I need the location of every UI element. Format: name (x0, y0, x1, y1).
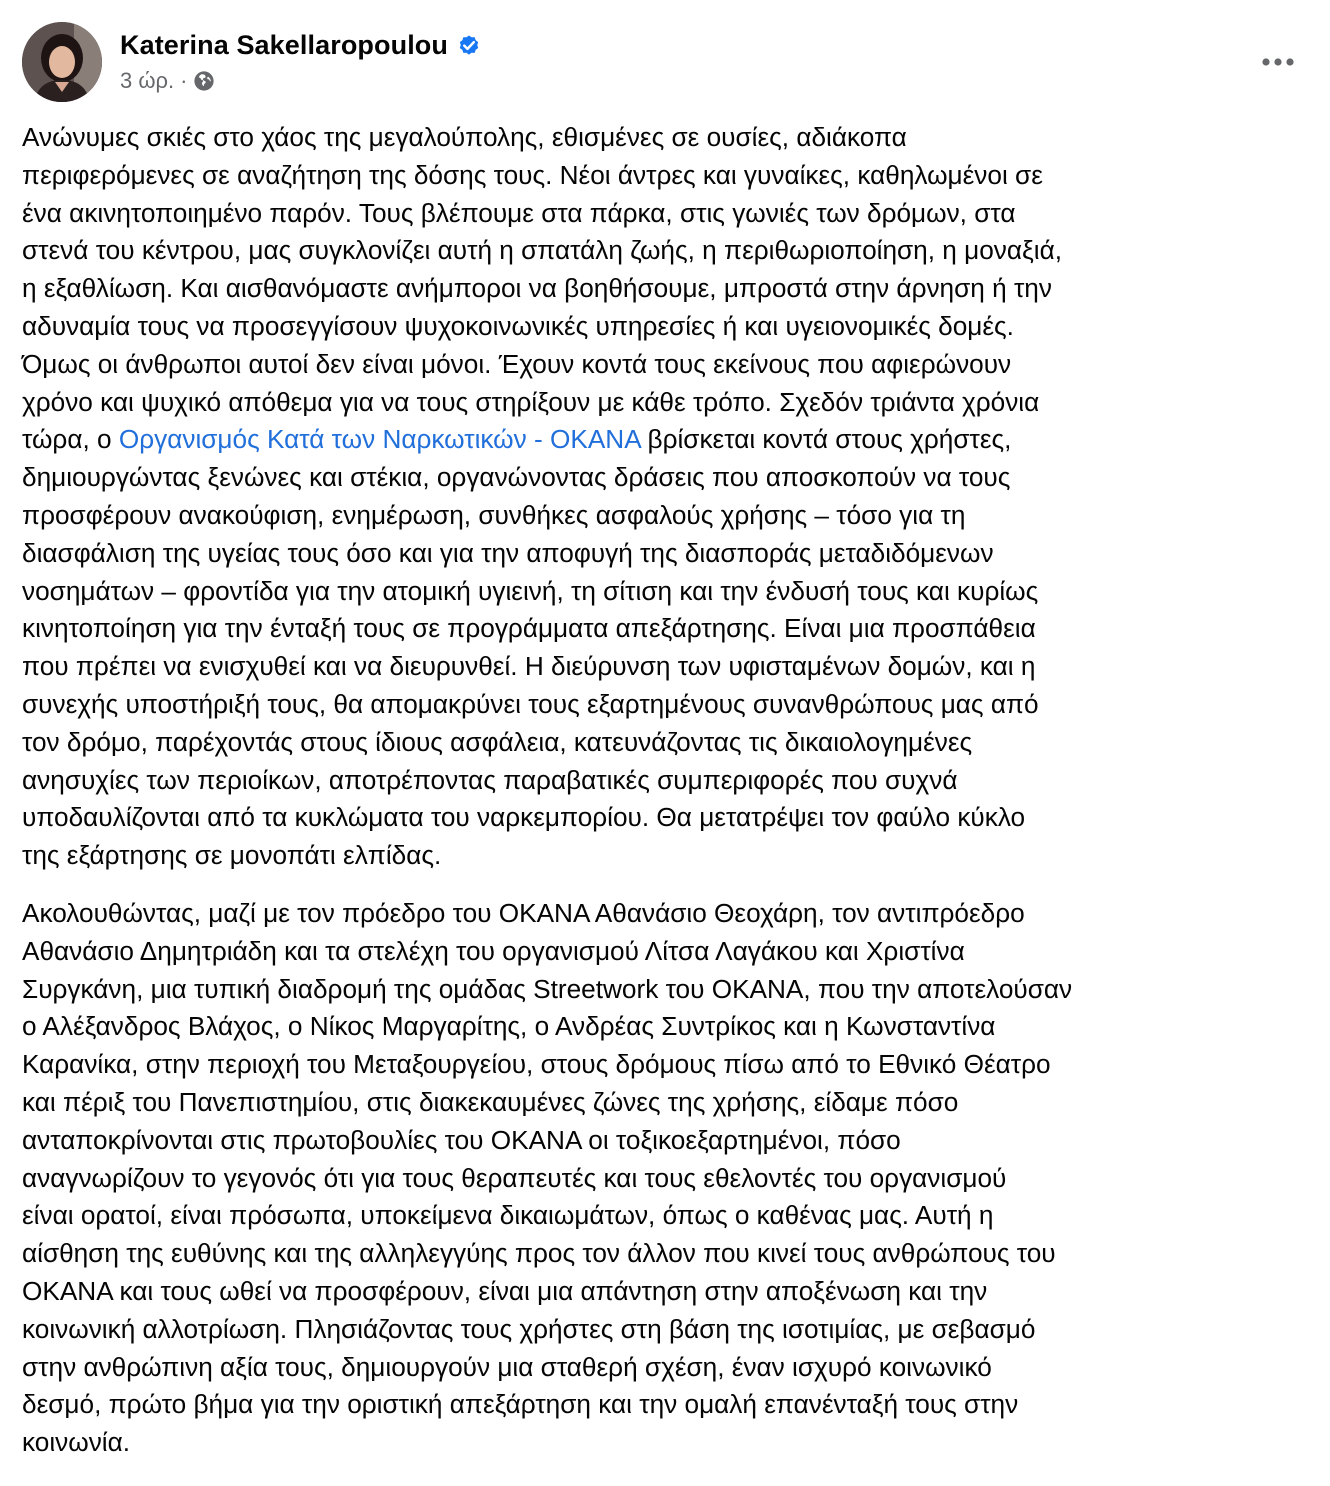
text-line: διασφάλιση της υγείας τους όσο και για την αποφυγή της διασποράς μεταδιδόμενων (22, 537, 994, 568)
text-line: κινητοποίηση για την ένταξή τους σε προγράμματα απεξάρτησης. Είναι μια προσπάθεια (22, 613, 1036, 644)
post-header (22, 22, 1312, 106)
text-line: δημιουργώντας ξενώνες και στέκια, οργανώνοντας δράσεις που αποσκοπούν να τους (22, 462, 1011, 493)
text-line: ανταποκρίνονται στις πρωτοβουλίες του ΟΚΑΝΑ οι τοξικοεξαρτημένοι, πόσο (22, 1124, 901, 1155)
text-line: κοινωνία. (22, 1427, 131, 1458)
text-line: ΟΚΑΝΑ και τους ωθεί να προσφέρουν, είναι μια απάντηση στην αποξένωση και την (22, 1275, 988, 1306)
text-line: της εξάρτησης σε μονοπάτι ελπίδας. (22, 840, 442, 871)
text-line: περιφερόμενες σε αναζήτηση της δόσης τους. Νέοι άντρες και γυναίκες, καθηλωμένοι σε (22, 159, 1043, 190)
text-line: και πέριξ του Πανεπιστημίου, στις διακεκαυμένες ζώνες της χρήσης, είδαμε πόσο (22, 1086, 959, 1117)
text-line: στην ανθρώπινη αξία τους, δημιουργούν μια σταθερή σχέση, έναν ισχυρό κοινωνικό (22, 1351, 992, 1382)
post-paragraph-1 (22, 119, 1318, 875)
text-after-link: βρίσκεται κοντά στους χρήστες, (640, 424, 1012, 455)
text-line: Συργκάνη, μια τυπική διαδρομή της ομάδας Streetwork του ΟΚΑΝΑ, που την αποτελούσαν (22, 973, 1073, 1004)
text-line: κοινωνική αλλοτρίωση. Πλησιάζοντας τους χρήστες στη βάση της ισοτιμίας, με σεβασμό (22, 1313, 1036, 1344)
more-options-button[interactable] (1256, 42, 1300, 82)
globe-icon[interactable] (193, 70, 215, 92)
post-timestamp-link[interactable]: 3 ώρ. (120, 68, 175, 93)
meta-separator: · (180, 68, 188, 93)
author-name-link[interactable]: Katerina Sakellaropoulou (120, 29, 448, 60)
post-body (22, 119, 1318, 1482)
text-line: Ακολουθώντας, μαζί με τον πρόεδρο του ΟΚΑΝΑ Αθανάσιο Θεοχάρη, τον αντιπρόεδρο (22, 897, 1025, 928)
text-before-link: τώρα, ο (22, 424, 119, 455)
text-line: συνεχής υποστήριξή τους, θα απομακρύνει τους εξαρτημένους συνανθρώπους μας από (22, 688, 1039, 719)
okana-page-link[interactable]: Οργανισμός Κατά των Ναρκωτικών - ΟΚΑΝΑ (118, 424, 641, 455)
avatar-portrait-icon (22, 22, 102, 102)
verified-badge-icon (456, 32, 482, 58)
text-line: Καρανίκα, στην περιοχή του Μεταξουργείου, στους δρόμους πίσω από το Εθνικό Θέατρο (22, 1049, 1051, 1080)
text-line: Ανώνυμες σκιές στο χάος της μεγαλούπολης, εθισμένες σε ουσίες, αδιάκοπα (22, 122, 907, 152)
author (120, 28, 482, 62)
text-line: στενά του κέντρου, μας συγκλονίζει αυτή η σπατάλη ζωής, η περιθωριοποίηση, η μοναξιά, (22, 235, 1062, 266)
text-line-with-link (22, 421, 1318, 459)
text-line: που πρέπει να ενισχυθεί και να διευρυνθεί. Η διεύρυνση των υφισταμένων δομών, και η (22, 651, 1036, 682)
text-line: Όμως οι άνθρωποι αυτοί δεν είναι μόνοι. Έχουν κοντά τους εκείνους που αφιερώνουν (22, 348, 1012, 379)
text-line: αναγνωρίζουν το γεγονός ότι για τους θεραπευτές και τους εθελοντές του οργανισμού (22, 1162, 1007, 1193)
more-options-icon (1261, 57, 1295, 67)
text-line: ανησυχίες των περιοίκων, αποτρέποντας παραβατικές συμπεριφορές που συχνά (22, 764, 958, 795)
text-line: ένα ακινητοποιημένο παρόν. Τους βλέπουμε στα πάρκα, στις γωνιές των δρόμων, στα (22, 197, 1016, 228)
post-meta (120, 68, 215, 94)
avatar[interactable] (22, 22, 102, 102)
text-line: αδυναμία τους να προσεγγίσουν ψυχοκοινωνικές υπηρεσίες ή και υγειονομικές δομές. (22, 310, 1014, 341)
text-line: Αθανάσιο Δημητριάδη και τα στελέχη του οργανισμού Λίτσα Λαγάκου και Χριστίνα (22, 935, 965, 966)
text-line: η εξαθλίωση. Και αισθανόμαστε ανήμποροι να βοηθήσουμε, μπροστά στην άρνηση ή την (22, 273, 1052, 304)
text-line: δεσμό, πρώτο βήμα για την οριστική απεξάρτηση και την ομαλή επανένταξή τους στην (22, 1389, 1019, 1420)
text-line: νοσημάτων – φροντίδα για την ατομική υγιεινή, τη σίτιση και την ένδυσή τους και κυρίως (22, 575, 1039, 606)
post-paragraph-2 (22, 895, 1318, 1462)
text-line: υποδαυλίζονται από τα κυκλώματα του ναρκεμπορίου. Θα μετατρέψει τον φαύλο κύκλο (22, 802, 1026, 833)
text-line: προσφέρουν ανακούφιση, ενημέρωση, συνθήκες ασφαλούς χρήσης – τόσο για τη (22, 499, 966, 530)
text-line: χρόνο και ψυχικό απόθεμα για να τους στηρίξουν με κάθε τρόπο. Σχεδόν τριάντα χρόνια (22, 386, 1040, 417)
text-line: τον δρόμο, παρέχοντάς στους ίδιους ασφάλεια, κατευνάζοντας τις δικαιολογημένες (22, 726, 973, 757)
text-line: ο Αλέξανδρος Βλάχος, ο Νίκος Μαργαρίτης, ο Ανδρέας Συντρίκος και η Κωνσταντίνα (22, 1011, 996, 1042)
text-line: αίσθηση της ευθύνης και της αλληλεγγύης προς τον άλλον που κινεί τους ανθρώπους του (22, 1238, 1056, 1269)
text-line: είναι ορατοί, είναι πρόσωπα, υποκείμενα δικαιωμάτων, όπως ο καθένας μας. Αυτή η (22, 1200, 994, 1231)
